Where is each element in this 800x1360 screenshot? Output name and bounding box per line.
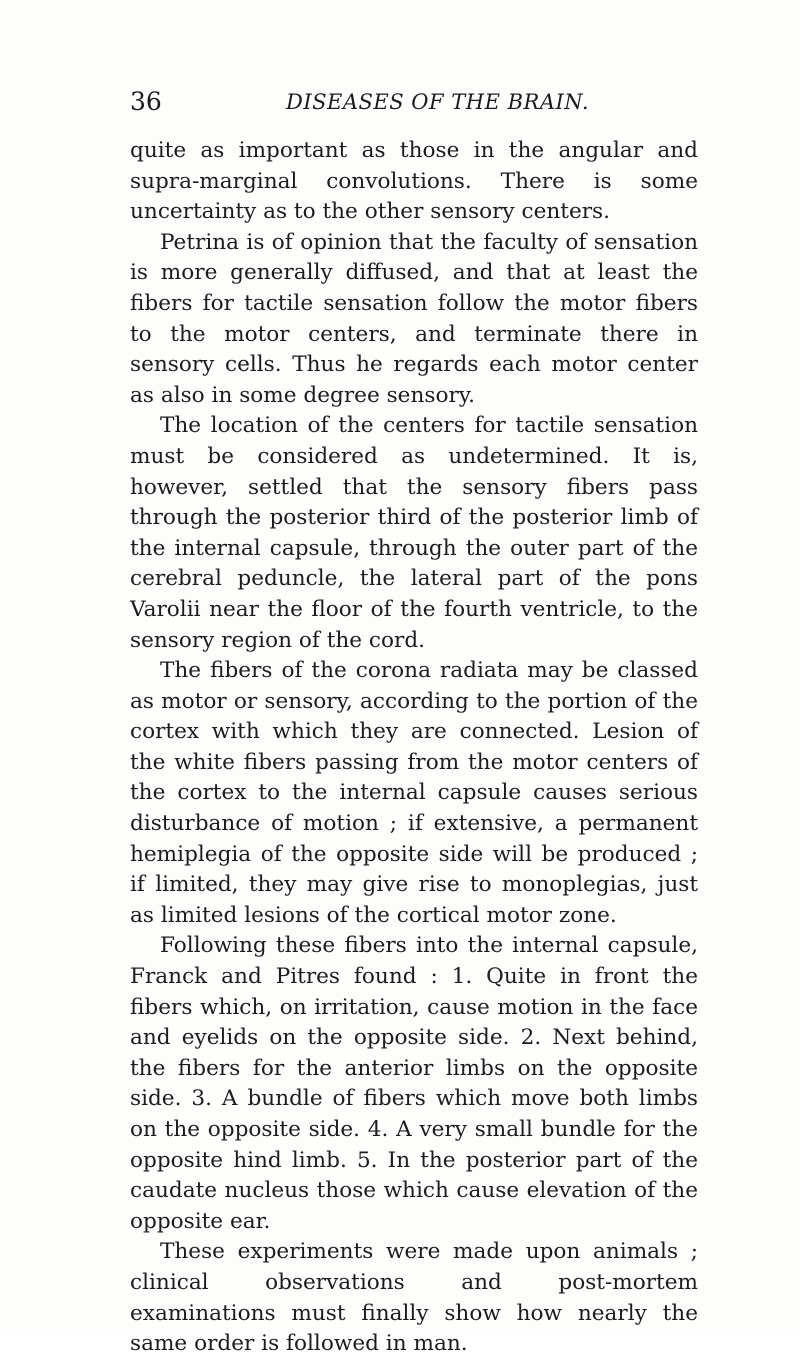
paragraph-corona-radiata: The fibers of the corona radiata may be classed as motor or sensory, according to the portion of the cortex with which they are connected. Lesion of the white fibers passing from the motor centers of the cortex to the internal capsule causes serious disturbance of motion ; if extensive, a permanent hemiplegia of the opposite side will be produced ; if limited, they may give rise to monoplegias, just as limited lesions of the cortical motor zone. [130, 658, 698, 928]
paragraph-experiments: These experiments were made upon animals ; clinical observations and post-mortem examinations must finally show how nearly the same order is followed in man. [130, 1239, 698, 1357]
paragraph-continuation: quite as important as those in the angular and supra-marginal convolutions. There is some uncertainty as to the other sensory centers. [130, 138, 698, 225]
paragraph-petrina: Petrina is of opinion that the faculty of sensation is more generally diffused, and that at least the fibers for tactile sensation follow the motor fibers to the motor centers, and terminate there in sensory cells. Thus he regards each motor center as also in some degree sensory. [130, 229, 698, 408]
page-header [0, 86, 800, 118]
running-head: DISEASES OF THE BRAIN. [286, 90, 589, 114]
body-text [130, 136, 698, 1360]
paragraph-franck-pitres: Following these fibers into the internal capsule, Franck and Pitres found : 1. Quite in front the fibers which, on irritation, cause motion in the face and eyelids on the opposite side. 2. Next behind, the fibers for the anterior limbs on the opposite side. 3. A bundle of fibers which move both limbs on the opposite side. 4. A very small bundle for the opposite hind limb. 5. In the posterior part of the caudate nucleus those which cause elevation of the opposite ear. [130, 933, 698, 1234]
paragraph-tactile-centers: The location of the centers for tactile sensation must be considered as undetermined. It is, however, settled that the sensory fibers pass through the posterior third of the posterior limb of the internal capsule, through the outer part of the cerebral peduncle, the lateral part of the pons Varolii near the floor of the fourth ventricle, to the sensory region of the cord. [130, 413, 698, 653]
page-number: 36 [130, 87, 162, 116]
